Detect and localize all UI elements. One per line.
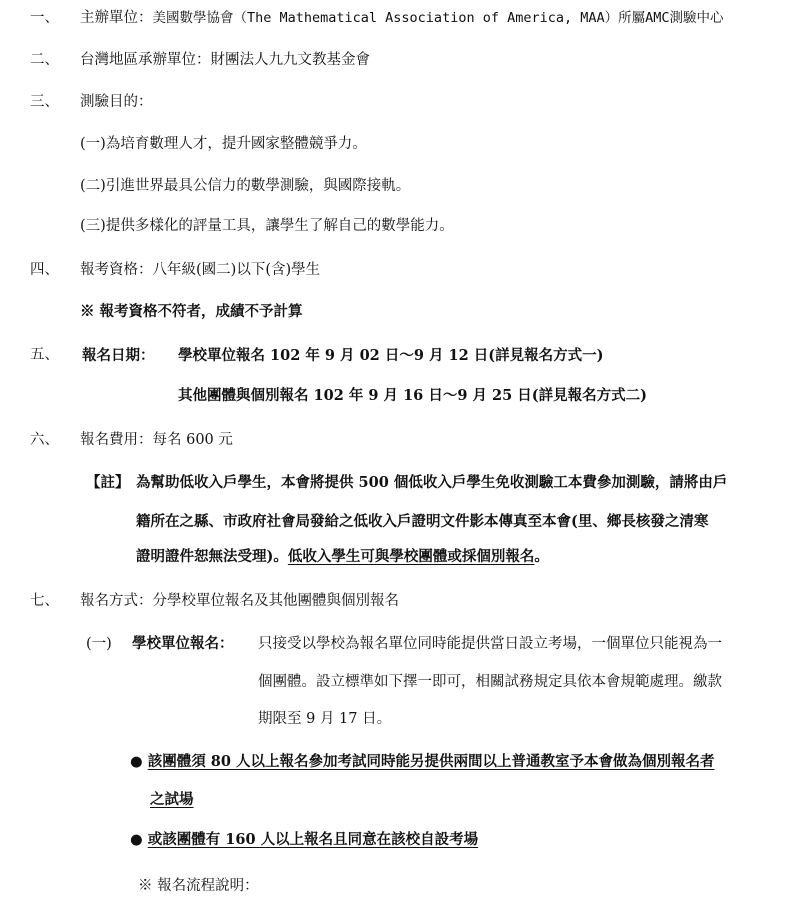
section-6-fee: 報名費用：每名 600 元 (80, 432, 233, 448)
section-4-number: 四、 (30, 262, 59, 278)
section-4-eligibility: 報考資格：八年級(國二)以下(含)學生 (80, 262, 321, 278)
purpose-item-1: (一)為培育數理人才，提升國家整體競爭力。 (80, 136, 367, 152)
fee-note-line-3-text: 證明證件恕無法受理)。 (136, 548, 288, 565)
bullet-1-line-1: 該團體須 80 人以上報名參加考試同時能另提供兩間以上普通教室予本會做為個別報名者 (147, 753, 715, 770)
registration-date-school: 學校單位報名 102 年 9 月 02 日～9 月 12 日(詳見報名方式一) (178, 347, 604, 364)
registration-flow-heading: ※ 報名流程說明： (138, 878, 259, 894)
registration-date-label: 報名日期： (82, 347, 155, 364)
section-7-number: 七、 (30, 593, 59, 609)
section-1-number: 一、 (30, 10, 59, 26)
organizer-label: 主辦單位： (80, 10, 153, 26)
method-sub-line-3: 期限至 9 月 17 日。 (258, 711, 392, 727)
bullet-dot-icon: ● (130, 831, 143, 848)
method-sub-line-1: 只接受以學校為報名單位同時能提供當日設立考場，一個單位只能視為一 (258, 636, 722, 652)
purpose-item-3: (三)提供多樣化的評量工具，讓學生了解自己的數學能力。 (80, 218, 454, 234)
method-sub-label: 學校單位報名： (132, 635, 234, 652)
bullet-1-line-2: 之試場 (150, 791, 194, 808)
section-7-method: 報名方式：分學校單位報名及其他團體與個別報名 (80, 593, 399, 609)
section-2-host: 台灣地區承辦單位：財團法人九九文教基金會 (80, 52, 370, 68)
section-3-number: 三、 (30, 94, 59, 110)
fee-note-line-1: 為幫助低收入戶學生，本會將提供 500 個低收入戶學生免收測驗工本費參加測驗，請將由戶 (136, 474, 728, 491)
fee-note-underlined: 低收入學生可與學校團體或採個別報名 (287, 548, 535, 565)
bullet-dot-icon: ● (130, 753, 143, 770)
fee-note-line-3-end: 。 (534, 548, 549, 565)
section-1-organizer (80, 8, 724, 28)
eligibility-note: ※ 報考資格不符者，成績不予計算 (80, 303, 303, 320)
registration-date-individual: 其他團體與個別報名 102 年 9 月 16 日～9 月 25 日(詳見報名方式二) (178, 387, 647, 404)
method-sub-line-2: 個團體。設立標準如下擇一即可，相關試務規定具依本會規範處理。繳款 (258, 674, 722, 690)
section-2-number: 二、 (30, 52, 59, 68)
method-sub-number: (一) (86, 636, 112, 652)
bullet-2-text: 或該團體有 160 人以上報名且同意在該校自設考場 (147, 831, 479, 848)
section-6-number: 六、 (30, 432, 59, 448)
bullet-2 (130, 830, 478, 850)
purpose-item-2: (二)引進世界最具公信力的數學測驗，與國際接軌。 (80, 178, 411, 194)
section-5-number: 五、 (30, 347, 59, 363)
fee-note-line-2: 籍所在之縣、市政府社會局發給之低收入戶證明文件影本傳真至本會(里、鄉長核發之清寒 (136, 513, 709, 530)
fee-note-line-3 (136, 547, 549, 567)
section-3-purpose: 測驗目的： (80, 94, 153, 110)
fee-note-tag: 【註】 (86, 474, 130, 491)
organizer-text: 美國數學協會（The Mathematical Association of America, MAA）所屬AMC測驗中心 (152, 10, 724, 26)
bullet-1 (130, 752, 715, 772)
